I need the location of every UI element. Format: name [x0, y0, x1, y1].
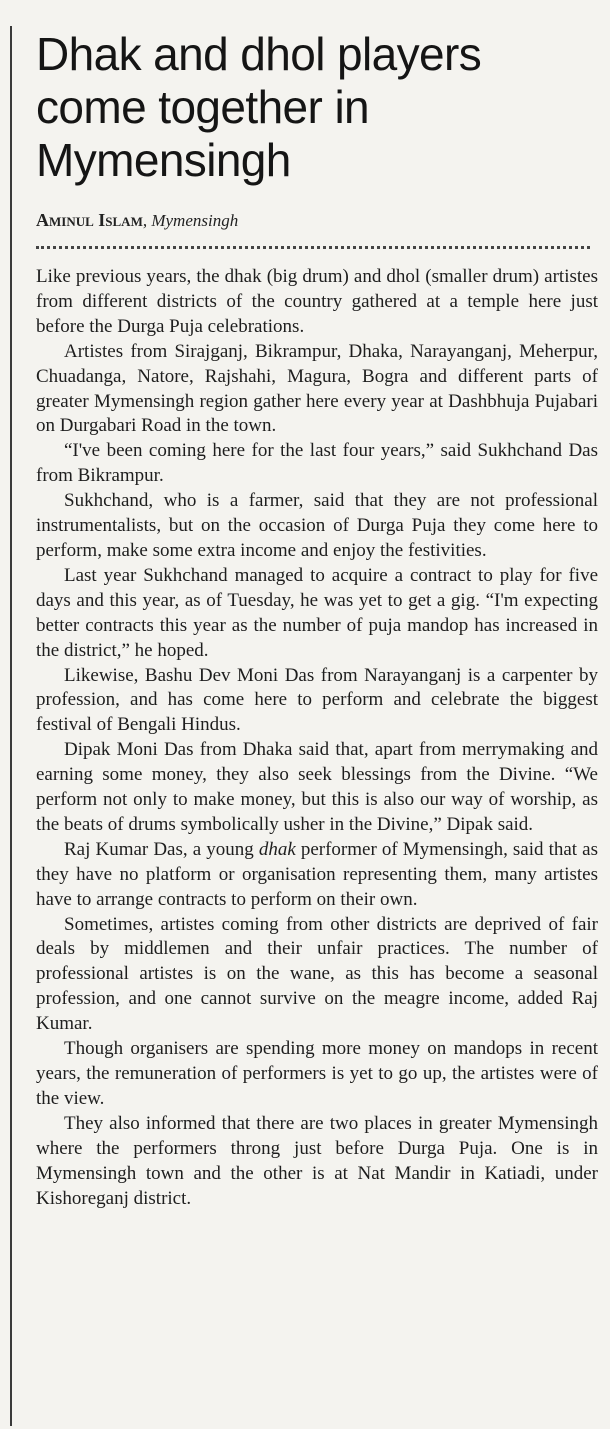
- column-rule: [10, 26, 12, 1426]
- byline-location: Mymensingh: [151, 211, 239, 230]
- paragraph-8-end: performer of Mymensingh, said that as they have no platform or organisation representing them, many artistes have to arrange contracts to perform on their own.: [36, 838, 598, 910]
- paragraph-5: Last year Sukhchand managed to acquire a contract to play for five days and this year, as of Tuesday, he was yet to get a gig. “I'm expecting better contracts this year as the number of puja mandop has increased in the district,” he hoped.: [36, 564, 598, 661]
- byline: [36, 209, 598, 232]
- dotted-divider: [36, 246, 590, 249]
- paragraph-9: Sometimes, artistes coming from other districts are deprived of fair deals by middlemen and their unfair practices. The number of professional artistes is on the wane, as this has become a seasonal profession, and one cannot survive on the meagre income, added Raj Kumar.: [36, 913, 598, 1035]
- paragraph-10: Though organisers are spending more money on mandops in recent years, the remuneration of performers is yet to go up, the artistes were of the view.: [36, 1038, 598, 1109]
- paragraph-4: Sukhchand, who is a farmer, said that they are not professional instrumentalists, but on the occasion of Durga Puja they come here to perform, make some extra income and enjoy the festivities.: [36, 490, 598, 561]
- headline: Dhak and dhol players come together in Mymensingh: [36, 28, 482, 186]
- paragraph-2: Artistes from Sirajganj, Bikrampur, Dhaka, Narayanganj, Meherpur, Chuadanga, Natore, Rajshahi, Magura, Bogra and different parts of greater Mymensingh region gather here every year at Dashbhuja Pujabari on Durgabari Road in the town.: [36, 340, 598, 437]
- paragraph-11: They also informed that there are two places in greater Mymensingh where the performers throng just before Durga Puja. One is in Mymensingh town and the other is at Nat Mandir in Katiadi, under Kishoreganj district.: [36, 1112, 598, 1209]
- paragraph-6: Likewise, Bashu Dev Moni Das from Narayanganj is a carpenter by profession, and has come here to perform and celebrate the biggest festival of Bengali Hindus.: [36, 664, 598, 736]
- paragraph-8-start: Raj Kumar Das, a young: [64, 838, 259, 860]
- byline-author: Aminul Islam: [36, 210, 143, 230]
- article-body: [36, 265, 598, 1211]
- byline-separator: ,: [142, 211, 152, 230]
- paragraph-3: “I've been coming here for the last four years,” said Sukhchand Das from Bikrampur.: [36, 440, 598, 487]
- news-article: [36, 28, 598, 1211]
- paragraph-8: [36, 838, 598, 913]
- paragraph-1: Like previous years, the dhak (big drum) and dhol (smaller drum) artistes from different districts of the country gathered at a temple here just before the Durga Puja celebrations.: [36, 266, 598, 337]
- paragraph-7: Dipak Moni Das from Dhaka said that, apart from merrymaking and earning some money, they also seek blessings from the Divine. “We perform not only to make money, but this is also our way of worship, as the beats of drums symbolically usher in the Divine,” Dipak said.: [36, 739, 598, 835]
- paragraph-8-italic-term: dhak: [258, 838, 296, 860]
